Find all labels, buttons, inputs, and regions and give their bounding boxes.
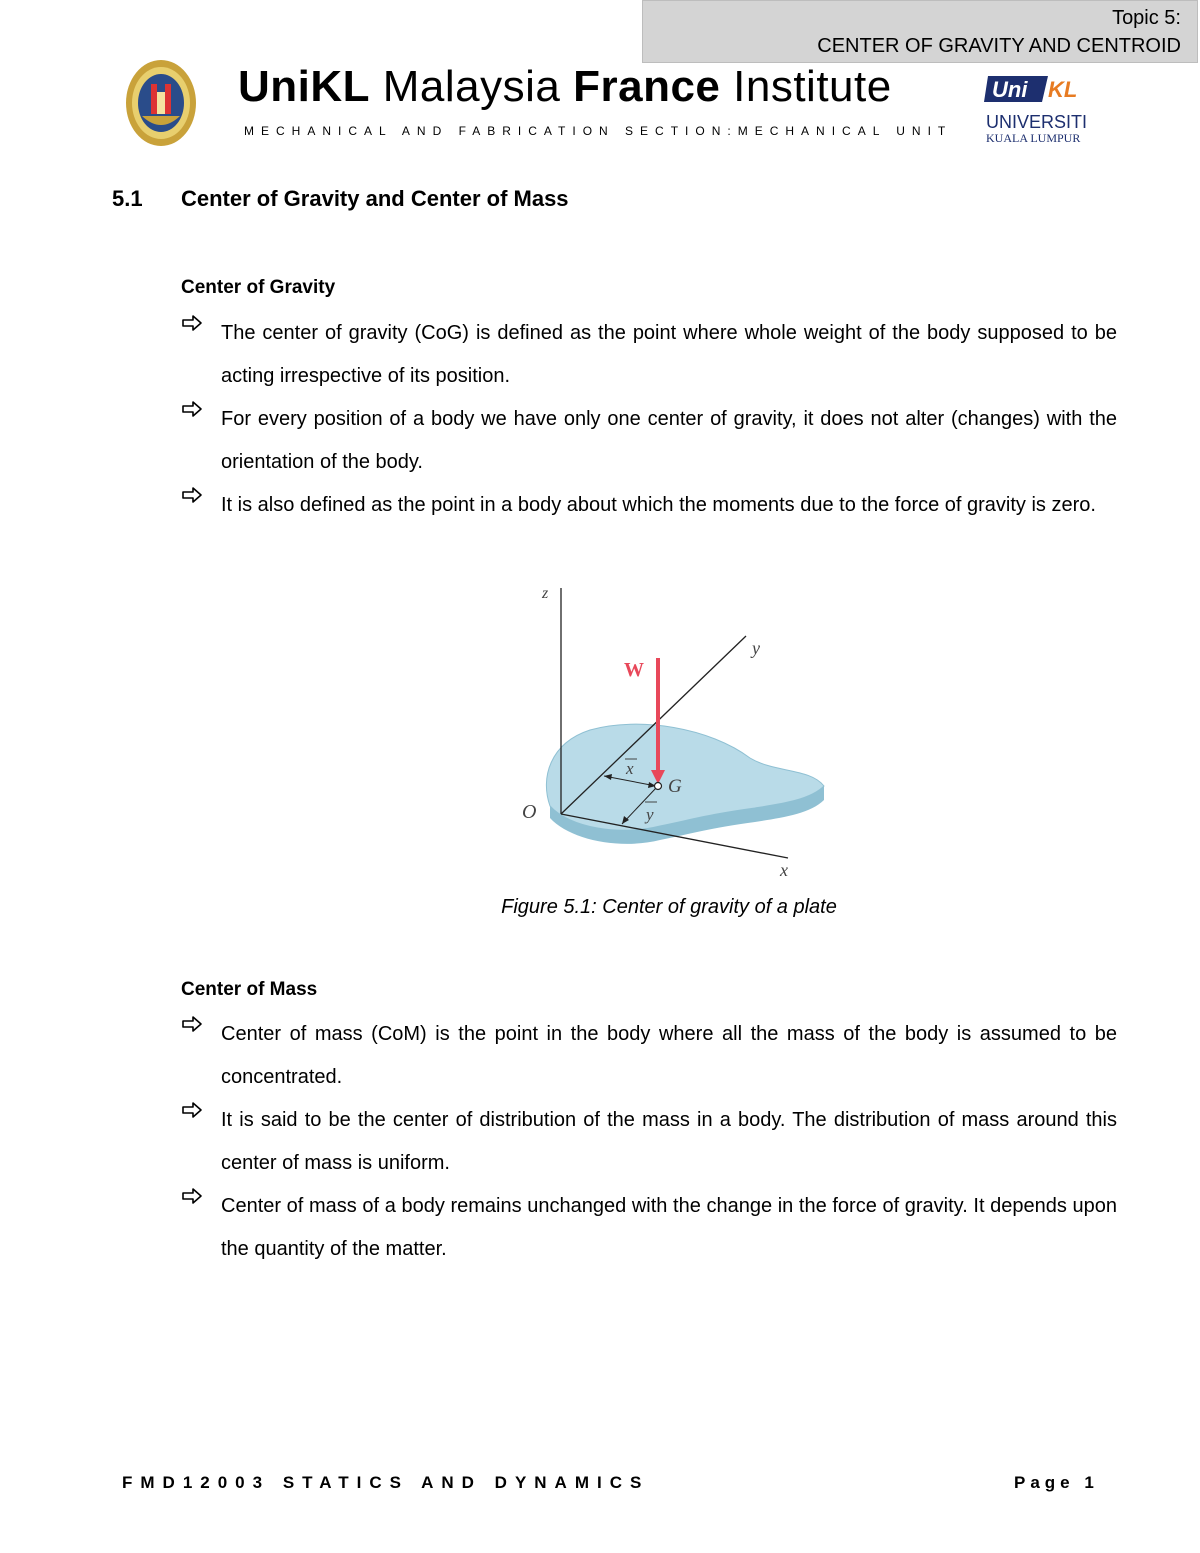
label-ybar: y bbox=[646, 805, 654, 824]
center-of-gravity-plate-figure bbox=[510, 578, 840, 878]
mass-bullet-3 bbox=[181, 1185, 1117, 1271]
topic-title: CENTER OF GRAVITY AND CENTROID bbox=[817, 35, 1181, 57]
mass-bullet-2-text: It is said to be the center of distribution of the mass in a body. The distribution of mass around this center of mass is uniform. bbox=[221, 1109, 1117, 1174]
center-of-gravity-point bbox=[655, 783, 662, 790]
logo-kl-text: KL bbox=[1048, 77, 1078, 102]
label-o: O bbox=[522, 801, 537, 823]
mass-heading: Center of Mass bbox=[181, 979, 318, 1000]
arrow-right-icon bbox=[181, 1187, 203, 1205]
institute-title bbox=[238, 62, 892, 112]
logo-kuala-lumpur-text: KUALA LUMPUR bbox=[986, 131, 1081, 145]
topic-label: Topic 5: bbox=[1112, 7, 1181, 29]
figure-caption: Figure 5.1: Center of gravity of a plate bbox=[501, 896, 837, 918]
label-xbar: x bbox=[626, 759, 634, 778]
footer-course: FMD12003 STATICS AND DYNAMICS bbox=[122, 1473, 650, 1492]
institute-subtitle: MECHANICAL AND FABRICATION SECTION:MECHANICAL UNIT bbox=[244, 124, 953, 138]
gravity-bullet-2-text: For every position of a body we have only one center of gravity, it does not alter (changes) with the orientation of the body. bbox=[221, 408, 1117, 473]
arrow-right-icon bbox=[181, 486, 203, 504]
label-w: W bbox=[624, 659, 644, 681]
mass-bullet-1 bbox=[181, 1013, 1117, 1099]
gravity-bullet-3 bbox=[181, 484, 1117, 527]
logo-universiti-text: UNIVERSITI bbox=[986, 112, 1088, 132]
logo-uni-text: Uni bbox=[992, 77, 1028, 102]
mass-bullet-3-text: Center of mass of a body remains unchanged with the change in the force of gravity. It depends upon the quantity of the matter. bbox=[221, 1195, 1117, 1260]
arrow-right-icon bbox=[181, 400, 203, 418]
arrow-right-icon bbox=[181, 1015, 203, 1033]
institute-title-unikl: UniKL bbox=[238, 62, 371, 111]
gravity-heading: Center of Gravity bbox=[181, 277, 336, 298]
label-y: y bbox=[752, 638, 760, 658]
topic-header-box bbox=[642, 0, 1198, 63]
arrow-right-icon bbox=[181, 314, 203, 332]
institute-title-france: France bbox=[573, 62, 721, 111]
gravity-bullet-3-text: It is also defined as the point in a body about which the moments due to the force of gravity is zero. bbox=[221, 494, 1096, 516]
gravity-bullet-1 bbox=[181, 312, 1117, 398]
section-title: Center of Gravity and Center of Mass bbox=[181, 186, 569, 211]
label-z: z bbox=[542, 585, 549, 602]
institute-title-institute: Institute bbox=[720, 62, 892, 111]
gravity-bullet-1-text: The center of gravity (CoG) is defined as the point where whole weight of the body supposed to be acting irrespective of its position. bbox=[221, 322, 1117, 387]
footer-page-number: Page 1 bbox=[1014, 1473, 1099, 1492]
label-g: G bbox=[668, 776, 682, 797]
gravity-bullet-2 bbox=[181, 398, 1117, 484]
mass-bullet-2 bbox=[181, 1099, 1117, 1185]
institute-title-malaysia: Malaysia bbox=[370, 62, 574, 111]
mass-bullet-1-text: Center of mass (CoM) is the point in the body where all the mass of the body is assumed to be concentrated. bbox=[221, 1023, 1117, 1088]
institute-emblem-icon bbox=[124, 58, 198, 148]
unikl-logo bbox=[984, 72, 1094, 146]
arrow-right-icon bbox=[181, 1101, 203, 1119]
label-x: x bbox=[780, 860, 788, 878]
section-number: 5.1 bbox=[112, 186, 143, 211]
